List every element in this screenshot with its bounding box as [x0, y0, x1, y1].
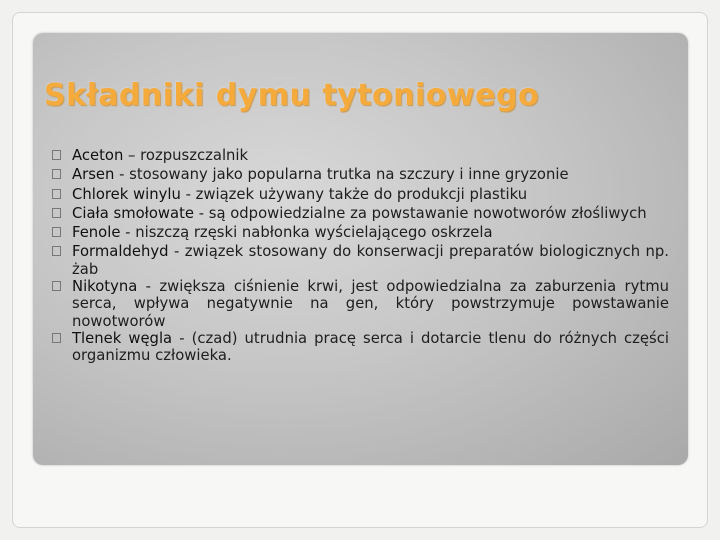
list-item-description: - związek używany także do produkcji plastiku [180, 185, 528, 203]
list-item-term: Fenole [72, 224, 121, 242]
list-item [52, 166, 669, 185]
checkbox-bullet-icon [52, 166, 72, 185]
slide-title: Składniki dymu tytoniowego [44, 78, 540, 113]
list-item [52, 224, 669, 243]
list-item-description: - stosowany jako popularna trutka na szczury i inne gryzonie [114, 166, 569, 184]
list-item-text [72, 224, 669, 241]
list-item [52, 205, 669, 224]
checkbox-bullet-icon [52, 278, 72, 297]
list-item-description: - są odpowiedzialne za powstawanie nowotworów złośliwych [194, 204, 647, 222]
list-item-description: – rozpuszczalnik [123, 147, 249, 164]
list-item-description: - niszczą rzęski nabłonka wyścielającego oskrzela [120, 224, 493, 242]
checkbox-bullet-icon [52, 205, 72, 224]
list-item-term: Chlorek winylu [72, 185, 181, 203]
list-item [52, 278, 669, 330]
checkbox-bullet-icon [52, 243, 72, 262]
checkbox-bullet-icon [52, 224, 72, 243]
list-item-description: - (czad) utrudnia pracę serca i dotarcie tlenu do różnych części organizmu człowieka. [72, 329, 669, 365]
list-item-description: - zwiększa ciśnienie krwi, jest odpowiedzialna za zaburzenia rytmu serca, wpływa negatywnie na gen, który powstrzymuje powstawanie nowotworów [72, 278, 669, 330]
list-item [52, 186, 669, 205]
list-item-text [72, 186, 669, 203]
list-item-text [72, 205, 669, 222]
list-item-text [72, 147, 669, 164]
checkbox-bullet-icon [52, 186, 72, 205]
list-item-text [72, 278, 669, 330]
list-item-text [72, 243, 669, 278]
list-item-term: Nikotyna [72, 278, 138, 296]
list-item-term: Formaldehyd [72, 243, 169, 261]
list-item [52, 147, 669, 166]
list-item-text [72, 330, 669, 365]
list-item-term: Ciała smołowate [72, 204, 194, 222]
list-item [52, 243, 669, 278]
bullet-list [52, 147, 669, 365]
list-item [52, 330, 669, 365]
checkbox-bullet-icon [52, 147, 72, 166]
list-item-text [72, 166, 669, 183]
list-item-term: Tlenek węgla [72, 329, 173, 347]
list-item-term: Arsen [72, 166, 115, 184]
list-item-term: Aceton [72, 147, 124, 164]
list-item-description: - związek stosowany do konserwacji preparatów biologicznych np. żab [72, 243, 669, 278]
checkbox-bullet-icon [52, 330, 72, 349]
